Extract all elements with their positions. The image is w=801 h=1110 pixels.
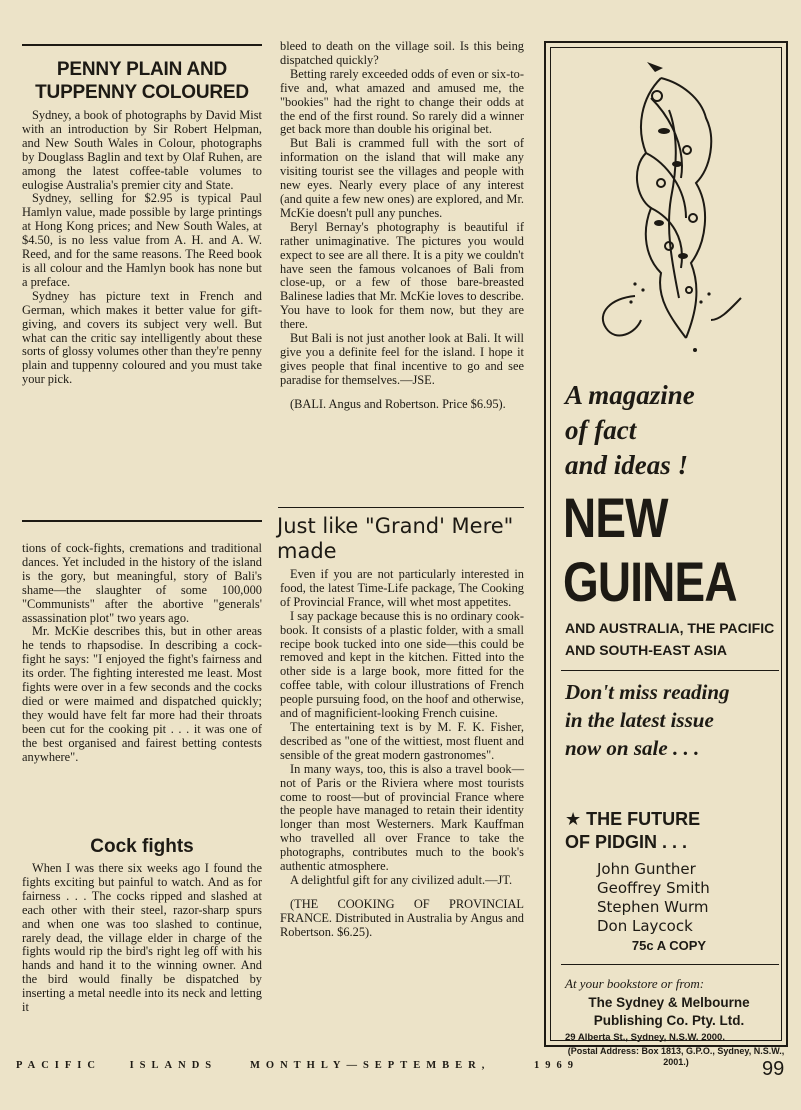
- cooking-article: [280, 568, 524, 940]
- paragraph: Mr. McKie describes this, but in other areas he tends to rhapsodise. In describing a cock-fight he says: "I enjoyed the fight's fairness and its order. The fighting interested me least. Most fights were over in a few seconds and the cocks died or were maimed and dispatched quickly; they would have felt far more had their throats been cut for the cooking pit . . . it was one of the best organised and fairest betting contests anywhere".: [22, 624, 262, 764]
- section-rule-left: [22, 520, 262, 522]
- paragraph: When I was there six weeks ago I found the fights exciting but painful to watch. And as for fairness . . . The cocks ripped and slashed at each other with their steel, razor-sharp spurs and when one was too slashed to continue, rarely dead, the village elder in charge of the fights would rip the bird's right leg off with his hands and hand it to the winning owner. And the bird would finally be dispatched by inserting a metal needle into its neck and letting it: [22, 861, 262, 1015]
- ad-authors: [597, 860, 787, 936]
- book-credit: (BALI. Angus and Robertson. Price $6.95).: [290, 396, 506, 411]
- tagline-line: A magazine: [565, 380, 695, 410]
- author-name: John Gunther: [597, 860, 696, 878]
- subheading-cock-fights: Cock fights: [90, 836, 194, 857]
- footer-magazine-name: PACIFIC ISLANDS: [16, 1060, 218, 1071]
- cock-fights-section: [22, 862, 262, 1015]
- paragraph: A delightful gift for any civilized adult.—JT.: [290, 872, 513, 887]
- feature-line: ★ THE FUTURE: [565, 809, 701, 829]
- ad-postal-address: (Postal Address: Box 1813, G.P.O., Sydney, N.S.W., 2001.): [567, 1046, 785, 1067]
- article-heading-grand-mere: Just like "Grand' Mere" made: [277, 514, 514, 563]
- author-name: Geoffrey Smith: [597, 879, 710, 897]
- ad-title-guinea: GUINEA: [563, 550, 737, 613]
- ad-inner-frame: [550, 47, 785, 1067]
- ad-title-new: NEW: [563, 486, 668, 549]
- page-number: 99: [762, 1058, 785, 1080]
- article-heading-penny: PENNY PLAIN AND TUPPENNY COLOURED: [35, 59, 249, 103]
- paragraph: But Bali is not just another look at Bali. It will give you a definite feel for the island. I hope it gives people that final incentive to go and see paradise for themselves.—JSE.: [280, 331, 524, 387]
- ad-reading-line: Don't miss reading: [565, 680, 730, 704]
- section-rule-middle: [278, 507, 524, 508]
- ad-divider: [561, 964, 779, 965]
- ad-reading-line: now on sale . . .: [565, 736, 700, 760]
- ad-address: 29 Alberta St., Sydney, N.S.W. 2000.: [565, 1032, 725, 1043]
- ad-publisher: [551, 994, 787, 1030]
- bali-article-end: [280, 40, 524, 412]
- paragraph: Beryl Bernay's photography is beautiful if rather unimaginative. The pictures you would expect to see are all there. It is a pity we couldn't have seen the famous volcanoes of Bali from close-up, or a few of those bare-breasted Balinese ladies that Mr. McKie loves to describe. You have to look for them now, but they are there.: [280, 219, 524, 332]
- tagline-line: and ideas !: [565, 450, 689, 480]
- ad-feature: [565, 808, 790, 854]
- paragraph: But Bali is crammed full with the sort of information on the island that will make any visiting tourist see the villages and people with new eyes. Nearly every place of any interest (and quite a few new ones) are explored, and Mr. McKie doesn't pull any punches.: [280, 136, 524, 220]
- paragraph: Betting rarely exceeded odds of even or six-to-five and, what amazed and amused me, the "bookies" had the right to change their odds at the end of the first round. So rarely did a winner get back more than double his original bet.: [280, 66, 524, 137]
- bali-article-continued: [22, 542, 262, 765]
- ad-reading-line: in the latest issue: [565, 708, 714, 732]
- penny-article: [22, 109, 262, 387]
- paragraph: tions of cock-fights, cremations and traditional dances. Yet included in the history of the island is the gory, but meaningful, story of Bali's shame—the slaughter of some 100,000 "Communists" after the abortive "generals' assassination plot" two years ago.: [22, 541, 262, 625]
- new-guinea-advertisement: [544, 41, 788, 1067]
- footer-year: 1969: [534, 1060, 579, 1071]
- top-rule-left: [22, 44, 262, 46]
- ad-tagline: [565, 378, 785, 483]
- paragraph: I say package because this is no ordinary cook-book. It consists of a plastic folder, with a small recipe book tucked into one side—this could be removed and kept in the kitchen. Fitted into the other side is a large book, more fitted for the coffee table, with colour illustrations of French people pursuing food, on the hoof and otherwise, and of magnificient-looking French cuisine.: [280, 608, 524, 721]
- feature-line: OF PIDGIN . . .: [565, 832, 688, 852]
- paragraph: Sydney, a book of photographs by David Mist with an introduction by Sir Robert Helpman, and New South Wales in Colour, photographs by Douglass Baglin and text by Olaf Ruhen, are among the latest coffee-table volumes to eulogise Australia's premier city and State.: [22, 108, 262, 192]
- ad-price: 75c A COPY: [631, 938, 707, 953]
- paragraph: Even if you are not particularly interested in food, the latest Time-Life package, The Cooking of Provincial France, will whet most appetites.: [280, 567, 524, 609]
- author-name: Stephen Wurm: [597, 898, 709, 916]
- paragraph: In many ways, too, this is also a travel book—not of Paris or the Riviera where most tourists come to roost—but of provincial France where the people have managed to retain their identity longer than most Westerners. Mark Kauffman who travelled all over France to take the photographs, contributes much to the book's authentic atmosphere.: [280, 761, 524, 874]
- ad-where-to-buy: At your bookstore or from:: [565, 976, 705, 991]
- paragraph: Sydney has picture text in French and German, which makes it better value for gift-giving, and covers its subject very well. But what can the critic say intelligently about these sorts of glossy volumes other than they're penny plain and tuppenny coloured and you must take your pick.: [22, 288, 262, 387]
- bird-of-paradise-illustration: [591, 58, 751, 358]
- paragraph: bleed to death on the village soil. Is this being dispatched quickly?: [280, 39, 524, 67]
- book-credit: (THE COOKING OF PROVINCIAL FRANCE. Distributed in Australia by Angus and Robertson. $6.25).: [280, 896, 524, 939]
- publisher-line: The Sydney & Melbourne: [588, 995, 750, 1010]
- ad-subtitle: AND AUSTRALIA, THE PACIFIC: [565, 620, 775, 636]
- paragraph: The entertaining text is by M. F. K. Fisher, described as "one of the wittiest, most fluent and sensible of the great modern gastronomes".: [280, 719, 524, 762]
- author-name: Don Laycock: [597, 917, 693, 935]
- publisher-line: Publishing Co. Pty. Ltd.: [593, 1013, 745, 1028]
- paragraph: Sydney, selling for $2.95 is typical Paul Hamlyn value, made possible by large printings at Hong Kong prices; and New South Wales, at $4.50, is no less value from A. H. and A. W. Reed, and for the same reasons. The Reed book is all colour and the Hamlyn book has none but a preface.: [22, 191, 262, 289]
- footer-issue: MONTHLY—SEPTEMBER,: [250, 1060, 491, 1071]
- ad-subtitle: AND SOUTH-EAST ASIA: [565, 642, 728, 658]
- ad-divider: [561, 670, 779, 671]
- tagline-line: of fact: [565, 415, 637, 445]
